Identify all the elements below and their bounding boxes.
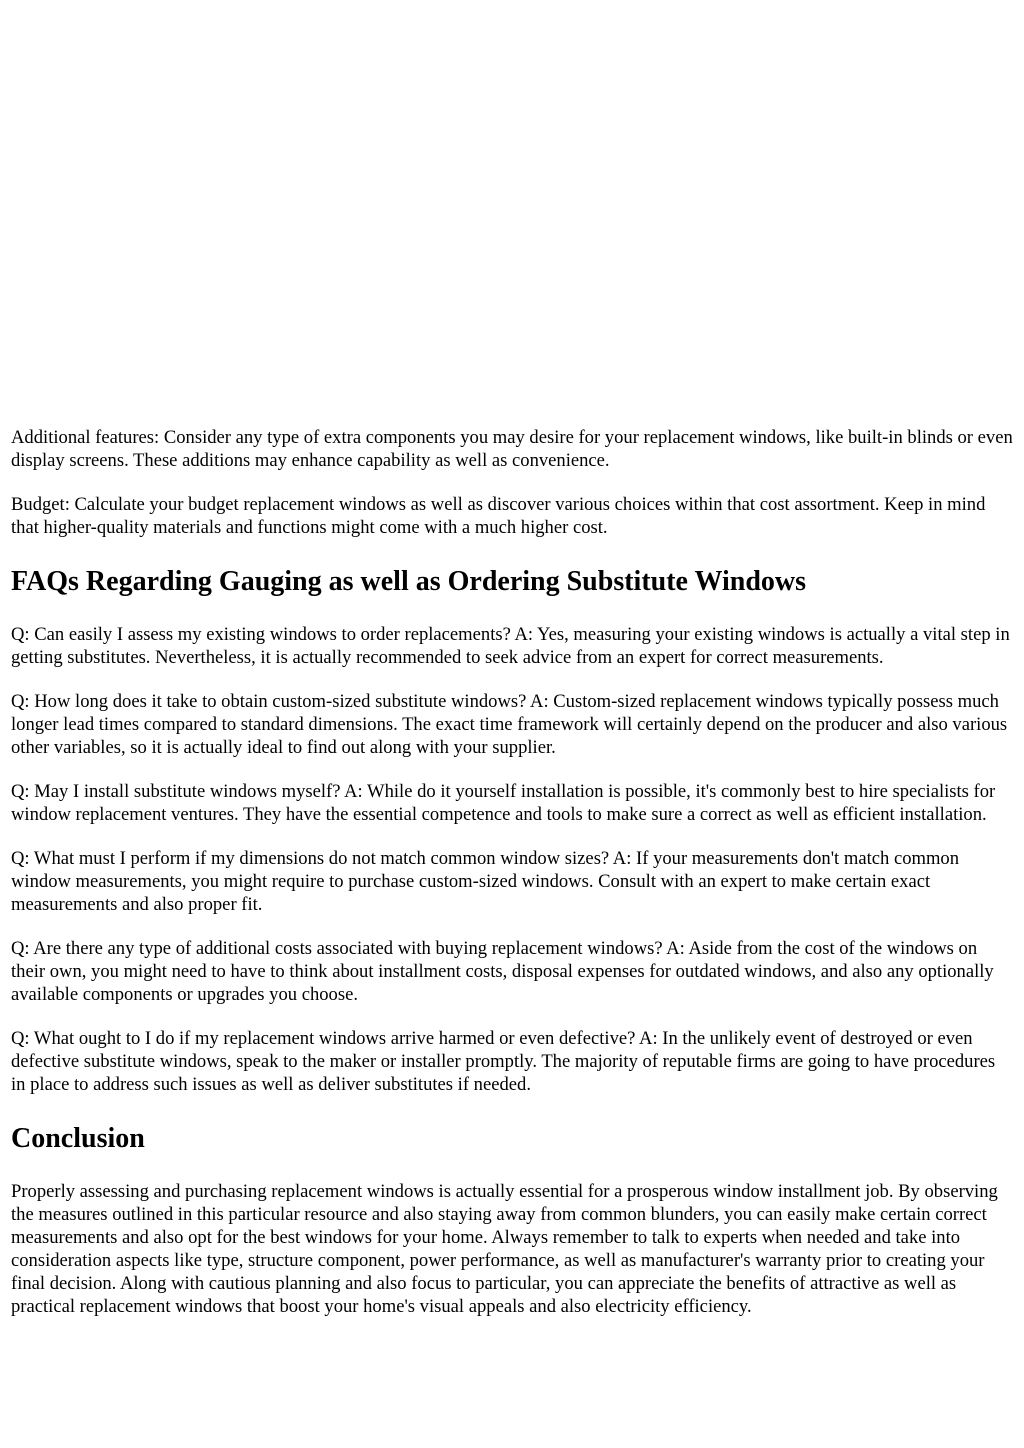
paragraph-budget: Budget: Calculate your budget replacement windows as well as discover various choices within that cost assortment. Keep in mind that higher-quality materials and functions might come with a much higher cost.: [11, 494, 986, 538]
faq-heading: FAQs Regarding Gauging as well as Ordering Substitute Windows: [11, 566, 807, 597]
conclusion-paragraph: Properly assessing and purchasing replacement windows is actually essential for a prosperous window installment job. By observing the measures outlined in this particular resource and also staying away from common blunders, you can easily make certain correct measurements and also opt for the best windows for your home. Always remember to talk to experts when needed and take into consideration aspects like type, structure component, power performance, as well as manufacturer's warranty prior to creating your final decision. Along with cautious planning and also focus to particular, you can appreciate the benefits of attractive as well as practical replacement windows that boost your home's visual appeals and also electricity efficiency.: [11, 1181, 998, 1317]
faq-item: Q: What must I perform if my dimensions do not match common window sizes? A: If your measurements don't match common window measurements, you might require to purchase custom-sized windows. Consult with an expert to make certain exact measurements and also proper fit.: [11, 848, 960, 915]
faq-item: Q: Are there any type of additional costs associated with buying replacement windows? A: Aside from the cost of the windows on their own, you might need to have to think about installment costs, disposal expenses for outdated windows, and also any optionally available components or upgrades you choose.: [11, 938, 994, 1005]
faq-item: Q: What ought to I do if my replacement windows arrive harmed or even defective? A: In the unlikely event of destroyed or even defective substitute windows, speak to the maker or installer promptly. The majority of reputable firms are going to have procedures in place to address such issues as well as deliver substitutes if needed.: [11, 1028, 996, 1095]
article-body: [11, 426, 1014, 1339]
blank-image-area: [0, 0, 1024, 420]
faq-item: Q: May I install substitute windows myself? A: While do it yourself installation is possible, it's commonly best to hire specialists for window replacement ventures. They have the essential competence and tools to make sure a correct as well as efficient installation.: [11, 781, 996, 825]
paragraph-additional-features: Additional features: Consider any type of extra components you may desire for your replacement windows, like built-in blinds or even display screens. These additions may enhance capability as well as convenience.: [11, 427, 1013, 471]
faq-item: Q: How long does it take to obtain custom-sized substitute windows? A: Custom-sized replacement windows typically possess much longer lead times compared to standard dimensions. The exact time framework will certainly depend on the producer and also various other variables, so it is actually ideal to find out along with your supplier.: [11, 691, 1008, 758]
conclusion-heading: Conclusion: [11, 1123, 145, 1154]
faq-item: Q: Can easily I assess my existing windows to order replacements? A: Yes, measuring your existing windows is actually a vital step in getting substitutes. Nevertheless, it is actually recommended to seek advice from an expert for correct measurements.: [11, 624, 1010, 668]
